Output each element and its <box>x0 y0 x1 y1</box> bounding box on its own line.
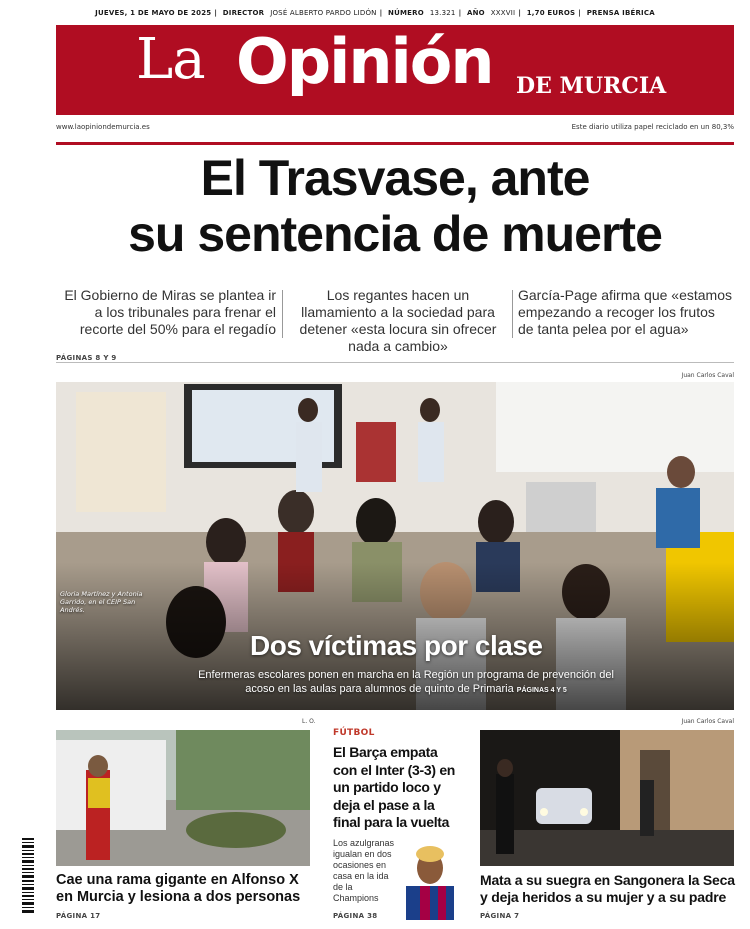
feature-desc-text: Enfermeras escolares ponen en marcha en la Región un programa de prevención del acoso en las aulas para alumnos de quinto de Primaria <box>198 669 614 695</box>
feature-description <box>186 668 626 698</box>
director-name: JOSÉ ALBERTO PARDO LIDÓN <box>270 9 377 17</box>
director-label: DIRECTOR <box>222 9 265 17</box>
middle-story-headline: El Barça empata con el Inter (3-3) en un partido loco y deja el pase a la final para la vuelta <box>333 744 456 830</box>
left-story-headline: Cae una rama gigante en Alfonso X en Murcia y lesiona a dos personas <box>56 872 301 905</box>
feature-photo-credit: Juan Carlos Caval <box>681 372 734 379</box>
feature-title: Dos víctimas por clase <box>250 630 543 661</box>
masthead-opinion: Opinión <box>236 25 493 98</box>
night-scene-illustration <box>480 730 734 866</box>
feature-page-ref: PÁGINAS 4 Y 5 <box>516 687 567 694</box>
middle-story-page: PÁGINA 38 <box>333 912 378 920</box>
right-story-page: PÁGINA 7 <box>480 912 520 920</box>
lead-page-ref: PÁGINAS 8 Y 9 <box>56 354 117 362</box>
feature-photo-caption: Gloria Martínez y Antonia Garrido, en el CEIP San Andrés. <box>60 590 143 614</box>
edition-info-bar: JUEVES, 1 DE MAYO DE 2025 | DIRECTOR JOSÉ ALBERTO PARDO LIDÓN | NÚMERO 13.321 | AÑO XXXVII | 1,70 EUROS | PRENSA IBÉRICA <box>95 9 655 17</box>
fallen-branch-illustration <box>56 730 310 866</box>
lead-headline-line1: El Trasvase, ante <box>200 150 590 206</box>
website-url: www.laopiniondemurcia.es <box>56 123 150 131</box>
barcode <box>20 836 36 916</box>
column-divider <box>512 290 513 338</box>
number-label: NÚMERO <box>388 9 424 17</box>
left-story-photo <box>56 730 310 866</box>
year-value: XXXVII <box>490 9 516 17</box>
middle-story-photo <box>398 842 462 920</box>
middle-story-section: FÚTBOL <box>333 728 375 738</box>
number-value: 13.321 <box>429 9 456 17</box>
left-photo-credit: L. O. <box>302 718 316 725</box>
right-story-photo <box>480 730 734 866</box>
lead-headline <box>56 150 734 262</box>
masthead-la: La <box>136 27 205 92</box>
year-label: AÑO <box>466 9 485 17</box>
price: 1,70 EUROS <box>526 9 576 17</box>
masthead <box>56 25 734 115</box>
right-photo-credit: Juan Carlos Caval <box>681 718 734 725</box>
publisher-group: PRENSA IBÉRICA <box>586 9 655 17</box>
middle-story-text: Los azulgranas igualan en dos ocasiones en casa en la ida de la Champions <box>333 838 395 903</box>
column-divider <box>282 290 283 338</box>
lead-subhead-3: García-Page afirma que «estamos empezando a recoger los frutos de tanta pelea por el agua» <box>518 287 732 337</box>
left-story-page: PÁGINA 17 <box>56 912 101 920</box>
lead-subhead-1: El Gobierno de Miras se plantea ir a los tribunales para frenar el recorte del 50% para el regadío <box>64 287 276 337</box>
section-rule <box>56 362 734 363</box>
edition-date: JUEVES, 1 DE MAYO DE 2025 <box>95 9 212 17</box>
player-illustration <box>398 842 462 920</box>
recycled-paper-note: Este diario utiliza papel reciclado en un 80,3% <box>571 123 734 131</box>
lead-headline-line2: su sentencia de muerte <box>128 206 662 262</box>
masthead-region: DE MURCIA <box>516 73 667 99</box>
feature-photo <box>56 382 734 710</box>
right-story-headline: Mata a su suegra en Sangonera la Seca y deja heridos a su mujer y a su padre <box>480 872 735 905</box>
lead-subhead-2: Los regantes hacen un llamamiento a la sociedad para detener «esta locura sin ofrecer nada a cambio» <box>299 287 497 354</box>
masthead-rule <box>56 142 734 145</box>
